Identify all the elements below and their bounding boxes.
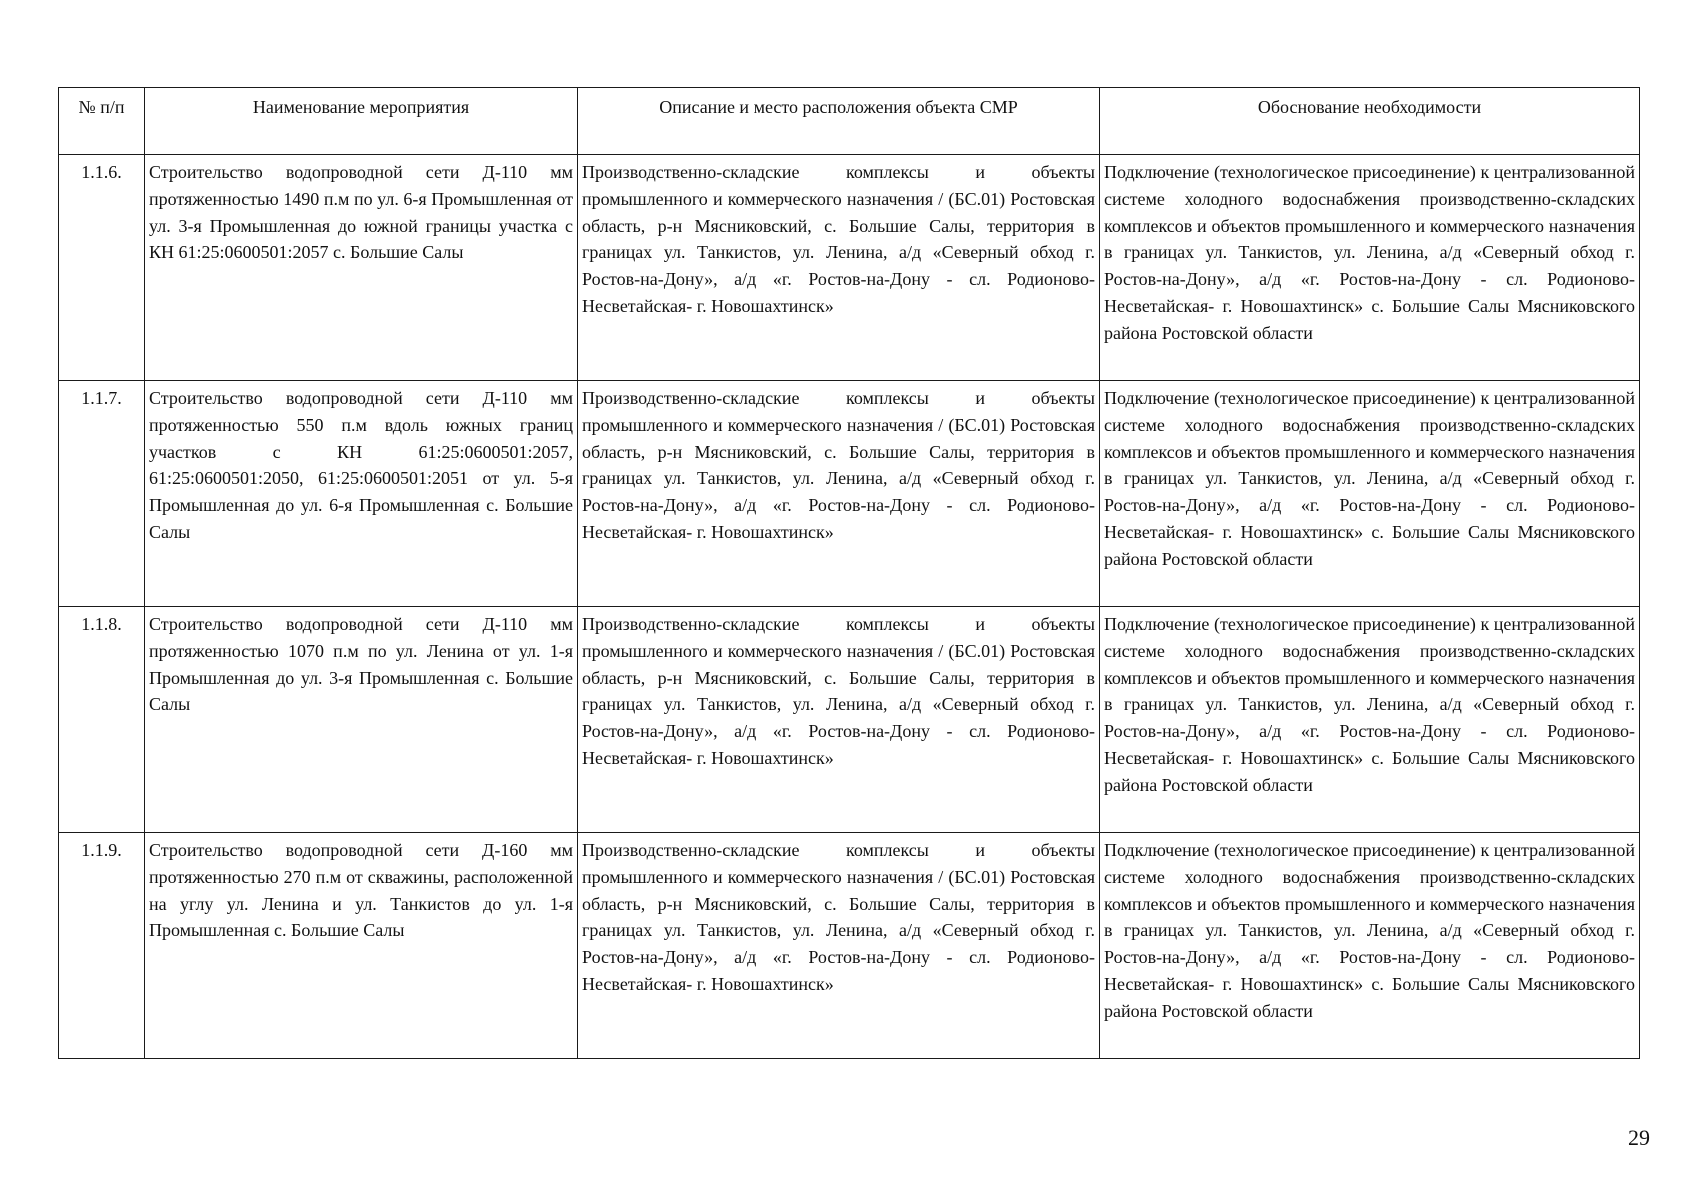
- table-row: [59, 381, 1640, 607]
- row-num: 1.1.6.: [59, 155, 145, 381]
- row-justification: Подключение (технологическое присоединение) к централизованной системе холодного водоснабжения производственно-складских комплексов и объектов промышленного и коммерческого назначения в границах ул. Танкистов, ул. Ленина, а/д «Северный обход г. Ростов-на-Дону», а/д «г. Ростов-на-Дону - сл. Родионово-Несветайская- г. Новошахтинск» с. Большие Салы Мясниковского района Ростовской области: [1100, 155, 1640, 381]
- table-header-row: [59, 88, 1640, 155]
- row-name: Строительство водопроводной сети Д-110 мм протяженностью 550 п.м вдоль южных границ участков с КН 61:25:0600501:2057, 61:25:0600501:2050, 61:25:0600501:2051 от ул. 5-я Промышленная до ул. 6-я Промышленная с. Большие Салы: [145, 381, 578, 607]
- table-row: [59, 607, 1640, 833]
- row-num: 1.1.8.: [59, 607, 145, 833]
- page-number: 29: [1628, 1125, 1650, 1150]
- header-description: Описание и место расположения объекта СМР: [578, 88, 1100, 155]
- row-num: 1.1.7.: [59, 381, 145, 607]
- row-num: 1.1.9.: [59, 833, 145, 1059]
- row-justification: Подключение (технологическое присоединение) к централизованной системе холодного водоснабжения производственно-складских комплексов и объектов промышленного и коммерческого назначения в границах ул. Танкистов, ул. Ленина, а/д «Северный обход г. Ростов-на-Дону», а/д «г. Ростов-на-Дону - сл. Родионово-Несветайская- г. Новошахтинск» с. Большие Салы Мясниковского района Ростовской области: [1100, 607, 1640, 833]
- table-row: [59, 155, 1640, 381]
- row-justification: Подключение (технологическое присоединение) к централизованной системе холодного водоснабжения производственно-складских комплексов и объектов промышленного и коммерческого назначения в границах ул. Танкистов, ул. Ленина, а/д «Северный обход г. Ростов-на-Дону», а/д «г. Ростов-на-Дону - сл. Родионово-Несветайская- г. Новошахтинск» с. Большие Салы Мясниковского района Ростовской области: [1100, 381, 1640, 607]
- row-description: Производственно-складские комплексы и объекты промышленного и коммерческого назначения / (БС.01) Ростовская область, р-н Мясниковский, с. Большие Салы, территория в границах ул. Танкистов, ул. Ленина, а/д «Северный обход г. Ростов-на-Дону», а/д «г. Ростов-на-Дону - сл. Родионово-Несветайская- г. Новошахтинск»: [578, 833, 1100, 1059]
- row-description: Производственно-складские комплексы и объекты промышленного и коммерческого назначения / (БС.01) Ростовская область, р-н Мясниковский, с. Большие Салы, территория в границах ул. Танкистов, ул. Ленина, а/д «Северный обход г. Ростов-на-Дону», а/д «г. Ростов-на-Дону - сл. Родионово-Несветайская- г. Новошахтинск»: [578, 381, 1100, 607]
- row-name: Строительство водопроводной сети Д-110 мм протяженностью 1490 п.м по ул. 6-я Промышленная от ул. 3-я Промышленная до южной границы участка с КН 61:25:0600501:2057 с. Большие Салы: [145, 155, 578, 381]
- row-description: Производственно-складские комплексы и объекты промышленного и коммерческого назначения / (БС.01) Ростовская область, р-н Мясниковский, с. Большие Салы, территория в границах ул. Танкистов, ул. Ленина, а/д «Северный обход г. Ростов-на-Дону», а/д «г. Ростов-на-Дону - сл. Родионово-Несветайская- г. Новошахтинск»: [578, 155, 1100, 381]
- measures-table: [58, 87, 1640, 1059]
- header-name: Наименование мероприятия: [145, 88, 578, 155]
- table-row: [59, 833, 1640, 1059]
- header-num: № п/п: [59, 88, 145, 155]
- header-justification: Обоснование необходимости: [1100, 88, 1640, 155]
- row-justification: Подключение (технологическое присоединение) к централизованной системе холодного водоснабжения производственно-складских комплексов и объектов промышленного и коммерческого назначения в границах ул. Танкистов, ул. Ленина, а/д «Северный обход г. Ростов-на-Дону», а/д «г. Ростов-на-Дону - сл. Родионово-Несветайская- г. Новошахтинск» с. Большие Салы Мясниковского района Ростовской области: [1100, 833, 1640, 1059]
- row-description: Производственно-складские комплексы и объекты промышленного и коммерческого назначения / (БС.01) Ростовская область, р-н Мясниковский, с. Большие Салы, территория в границах ул. Танкистов, ул. Ленина, а/д «Северный обход г. Ростов-на-Дону», а/д «г. Ростов-на-Дону - сл. Родионово-Несветайская- г. Новошахтинск»: [578, 607, 1100, 833]
- row-name: Строительство водопроводной сети Д-110 мм протяженностью 1070 п.м по ул. Ленина от ул. 1-я Промышленная до ул. 3-я Промышленная с. Большие Салы: [145, 607, 578, 833]
- row-name: Строительство водопроводной сети Д-160 мм протяженностью 270 п.м от скважины, расположенной на углу ул. Ленина и ул. Танкистов до ул. 1-я Промышленная с. Большие Салы: [145, 833, 578, 1059]
